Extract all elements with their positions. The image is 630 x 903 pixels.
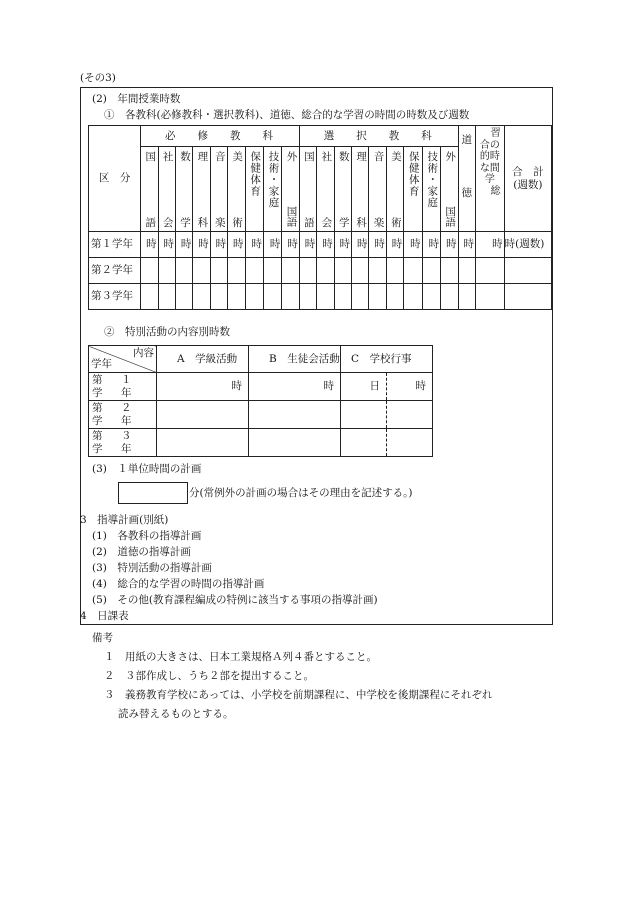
annual-hours-table — [88, 125, 552, 310]
hours-cell — [157, 429, 249, 457]
hours-cell — [441, 258, 459, 284]
hours-cell: 時 — [352, 232, 369, 258]
hours-cell — [249, 429, 341, 457]
required-subject-header: 理 科 — [193, 147, 210, 232]
hours-cell — [263, 284, 281, 310]
hours-cell — [193, 284, 210, 310]
section-4-heading: 4 日課表 — [80, 610, 129, 622]
days-cell: 日 — [341, 373, 387, 401]
grade-label: 第２学年 — [89, 258, 141, 284]
hours-cell — [369, 284, 386, 310]
grade-label: 第３学年 — [89, 284, 141, 310]
hours-cell — [387, 429, 433, 457]
moral-header: 道 徳 — [458, 126, 475, 232]
hours-cell: 時 — [458, 232, 475, 258]
row-label: 第 ２ 学 年 — [89, 401, 157, 429]
hours-cell — [249, 401, 341, 429]
unit-note: 分(常例外の計画の場合はその理由を記述する。) — [189, 487, 413, 499]
hours-cell: 時 — [158, 232, 175, 258]
hours-cell: 時 — [369, 232, 386, 258]
hours-cell — [175, 258, 192, 284]
plan-item: (1) 各教科の指導計画 — [92, 530, 202, 542]
days-cell — [341, 429, 387, 457]
section-3-heading: 3 指導計画(別紙) — [80, 514, 169, 526]
hours-cell — [245, 258, 263, 284]
hours-cell: 時 — [387, 373, 433, 401]
required-subject-header: 外 国語 — [282, 147, 300, 232]
hours-cell — [387, 401, 433, 429]
hours-cell: 時 — [422, 232, 440, 258]
elective-subject-header: 技術・家庭 — [422, 147, 440, 232]
hours-cell: 時 — [476, 232, 505, 258]
table-row — [89, 373, 433, 401]
elective-subject-header: 数 学 — [334, 147, 351, 232]
hours-cell: 時 — [263, 232, 281, 258]
hours-cell — [157, 401, 249, 429]
plan-item: (3) 特別活動の指導計画 — [92, 562, 212, 574]
table-row — [89, 401, 433, 429]
hours-cell — [175, 284, 192, 310]
hours-cell — [404, 258, 422, 284]
hours-cell — [141, 284, 158, 310]
hours-cell: 時 — [299, 232, 316, 258]
total-cell — [504, 284, 551, 310]
hours-cell — [282, 284, 300, 310]
row-label: 第 １ 学 年 — [89, 373, 157, 401]
hours-cell — [263, 258, 281, 284]
hours-cell — [352, 284, 369, 310]
hours-cell — [158, 258, 175, 284]
elective-subjects-group: 選択教科 — [299, 126, 458, 147]
hours-cell: 時 — [386, 232, 403, 258]
hours-cell — [210, 284, 227, 310]
hours-cell — [352, 258, 369, 284]
required-subject-header: 保健体育 — [245, 147, 263, 232]
subsection-2-heading: ② 特別活動の内容別時数 — [104, 326, 230, 338]
col-class-activities: A 学級活動 — [157, 346, 249, 373]
hours-cell — [299, 258, 316, 284]
hours-cell: 時 — [141, 232, 158, 258]
required-subject-header: 国 語 — [141, 147, 158, 232]
hours-cell — [334, 258, 351, 284]
elective-subject-header: 音 楽 — [369, 147, 386, 232]
hours-cell: 時 — [441, 232, 459, 258]
elective-subject-header: 理 科 — [352, 147, 369, 232]
hours-cell — [210, 258, 227, 284]
hours-cell — [422, 258, 440, 284]
hours-cell — [441, 284, 459, 310]
required-subject-header: 数 学 — [175, 147, 192, 232]
table-row — [89, 284, 552, 310]
special-activities-table — [88, 345, 433, 457]
hours-cell — [141, 258, 158, 284]
hours-cell: 時 — [404, 232, 422, 258]
hours-cell — [158, 284, 175, 310]
hours-cell — [245, 284, 263, 310]
hours-cell: 時 — [249, 373, 341, 401]
hours-cell — [458, 284, 475, 310]
page-label: (その3) — [80, 72, 116, 84]
diagonal-header: 内容 学年 — [89, 346, 157, 373]
hours-cell: 時 — [334, 232, 351, 258]
remark-item: １ 用紙の大きさは、日本工業規格Ａ列４番とすること。 — [104, 651, 377, 663]
subsection-1-heading: ① 各教科(必修教科・選択教科)、道徳、総合的な学習の時間の時数及び週数 — [104, 109, 470, 121]
hours-cell — [386, 284, 403, 310]
hours-cell — [458, 258, 475, 284]
section-2-heading: (2) 年間授業時数 — [92, 93, 181, 105]
hours-cell — [476, 258, 505, 284]
table-row — [89, 429, 433, 457]
plan-item: (2) 道徳の指導計画 — [92, 546, 191, 558]
row-label: 第 ３ 学 年 — [89, 429, 157, 457]
hours-cell — [299, 284, 316, 310]
plan-item: (4) 総合的な学習の時間の指導計画 — [92, 578, 265, 590]
total-cell: 時(週数) — [504, 232, 551, 258]
table-row — [89, 232, 552, 258]
hours-cell — [282, 258, 300, 284]
hours-cell: 時 — [175, 232, 192, 258]
remark-item: ３ 義務教育学校にあっては、小学校を前期課程に、中学校を後期課程にそれぞれ — [104, 689, 493, 701]
total-cell — [504, 258, 551, 284]
hours-cell: 時 — [157, 373, 249, 401]
subsection-3-heading: (3) １単位時間の計画 — [92, 463, 202, 475]
hours-cell: 時 — [317, 232, 334, 258]
hours-cell: 時 — [210, 232, 227, 258]
hours-cell: 時 — [228, 232, 245, 258]
elective-subject-header: 外 国語 — [441, 147, 459, 232]
required-subjects-group: 必修教科 — [141, 126, 300, 147]
hours-cell: 時 — [193, 232, 210, 258]
remarks-heading: 備考 — [92, 632, 113, 644]
col-student-council: B 生徒会活動 — [249, 346, 341, 373]
hours-cell — [422, 284, 440, 310]
hours-cell — [404, 284, 422, 310]
hours-cell — [317, 284, 334, 310]
hours-cell: 時 — [245, 232, 263, 258]
elective-subject-header: 国 語 — [299, 147, 316, 232]
hours-cell — [228, 284, 245, 310]
elective-subject-header: 保健体育 — [404, 147, 422, 232]
elective-subject-header: 美 術 — [386, 147, 403, 232]
hours-cell — [369, 258, 386, 284]
unit-time-box — [118, 482, 188, 504]
table-row — [89, 258, 552, 284]
hours-cell — [317, 258, 334, 284]
hours-cell — [334, 284, 351, 310]
hours-cell — [476, 284, 505, 310]
days-cell — [341, 401, 387, 429]
elective-subject-header: 社 会 — [317, 147, 334, 232]
remark-item: 読み替えるものとする。 — [118, 708, 234, 720]
required-subject-header: 音 楽 — [210, 147, 227, 232]
hours-cell — [193, 258, 210, 284]
hours-cell: 時 — [282, 232, 300, 258]
hours-cell — [386, 258, 403, 284]
row-header: 区 分 — [89, 126, 141, 232]
grade-label: 第１学年 — [89, 232, 141, 258]
required-subject-header: 技術・家庭 — [263, 147, 281, 232]
hours-cell — [228, 258, 245, 284]
required-subject-header: 美 術 — [228, 147, 245, 232]
plan-item: (5) その他(教育課程編成の特例に該当する事項の指導計画) — [92, 594, 378, 606]
col-school-events: C 学校行事 — [341, 346, 433, 373]
total-header: 合 計 (週数) — [504, 126, 551, 232]
integrated-study-header: 習 合の 的時 な間 学 総 — [476, 126, 505, 232]
remark-item: ２ ３部作成し、うち２部を提出すること。 — [104, 670, 314, 682]
required-subject-header: 社 会 — [158, 147, 175, 232]
